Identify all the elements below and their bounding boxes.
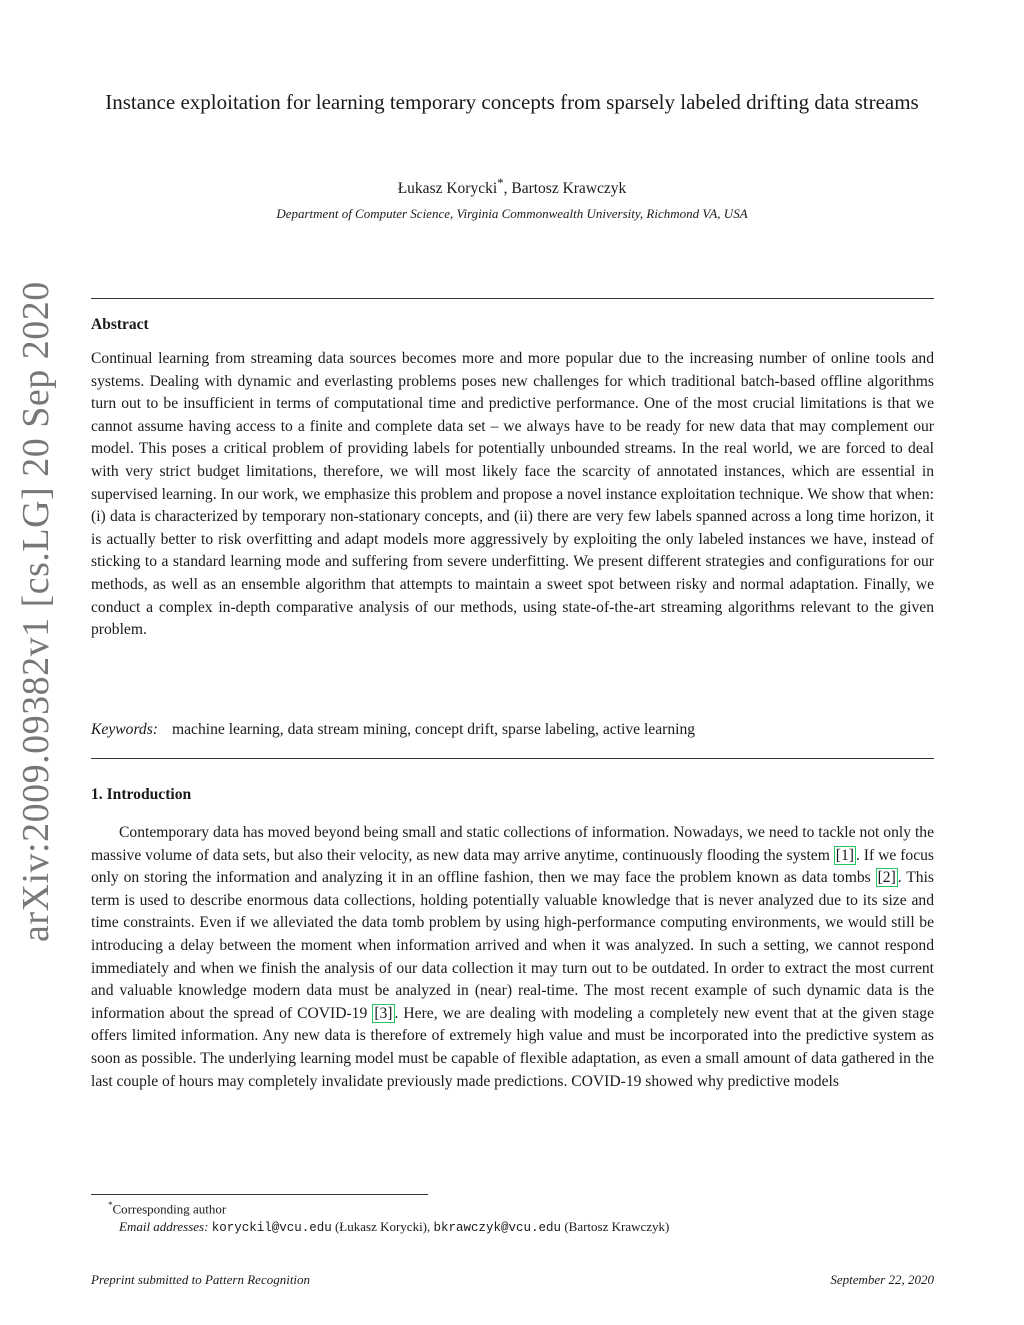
email-link[interactable]: koryckil@vcu.edu <box>211 1221 332 1235</box>
affiliation: Department of Computer Science, Virginia Commonwealth University, Richmond VA, USA <box>276 206 748 221</box>
footnote-corresponding <box>108 1200 934 1217</box>
citation-link[interactable]: [2] <box>877 869 896 887</box>
email-owner: (Łukasz Korycki), <box>331 1219 434 1234</box>
email-label: Email addresses: <box>119 1219 209 1234</box>
introduction-paragraph <box>91 822 934 1093</box>
author-separator: , <box>503 180 512 198</box>
intro-text: . If we focus only on storing the information and analyzing it in an offline fashion, then we may face the problem known as data tombs <box>91 846 934 887</box>
abstract-bottom-rule <box>91 758 934 759</box>
keywords <box>91 721 934 739</box>
citation-link[interactable]: [3] <box>374 1004 393 1022</box>
abstract-top-rule <box>91 298 934 299</box>
footnote-emails <box>119 1219 945 1235</box>
intro-text: Contemporary data has moved beyond being small and static collections of information. Nowadays, we need to tackle not only the massive volume of data sets, but also their velocity, as new data may arrive anytime, continuously flooding the system <box>91 824 934 864</box>
citation-link[interactable]: [1] <box>835 846 854 864</box>
keywords-text: machine learning, data stream mining, concept drift, sparse labeling, active learning <box>172 721 696 738</box>
section-heading-introduction: 1. Introduction <box>91 786 192 803</box>
intro-text: . This term is used to describe enormous data collections, holding potentially valuable knowledge that is never analyzed due to its size and time constraints. Even if we alleviated the data tomb problem by using high-performance computing environments, we would still be introducing a delay between the moment when information arrived and when it was analyzed. In such a setting, we cannot respond immediately and when we finish the analysis of our data collection it may turn out to be outdated. In order to extract the most current and valuable knowledge modern data must be analyzed in (near) real-time. The most recent example of such dynamic data is the information about the spread of COVID-19 <box>91 869 934 1022</box>
abstract-heading: Abstract <box>91 316 149 333</box>
intro-text: . Here, we are dealing with modeling a completely new event that at the given stage offers limited information. Any new data is therefore of extremely high value and must be incorporated into the predictive system as soon as possible. The underlying learning model must be capable of flexible adaptation, as even a small amount of data gathered in the last couple of hours may completely invalidate previously made predictions. COVID-19 showed why predictive models <box>91 1004 934 1090</box>
footnote-rule <box>91 1194 428 1195</box>
author-name: Łukasz Korycki <box>397 180 498 198</box>
author-list <box>90 175 934 198</box>
paper-title: Instance exploitation for learning temporary concepts from sparsely labeled drifting data streams <box>105 90 919 114</box>
corresponding-author-mark: * <box>497 175 504 190</box>
arxiv-identifier-stamp: arXiv:2009.09382v1 [cs.LG] 20 Sep 2020 <box>15 281 57 942</box>
abstract-text: Continual learning from streaming data sources becomes more and more popular due to the increasing number of online tools and systems. Dealing with dynamic and everlasting problems poses new challenges for which traditional batch-based offline algorithms turn out to be insufficient in terms of computational time and predictive performance. One of the most crucial limitations is that we cannot assume having access to a finite and complete data set – we always have to be ready for new data that may complement our model. This poses a critical problem of providing labels for potentially unbounded streams. In the real world, we are forced to deal with very strict budget limitations, therefore, we will most likely face the scarcity of annotated instances, which are essential in supervised learning. In our work, we emphasize this problem and propose a novel instance exploitation technique. We show that when: (i) data is characterized by temporary non-stationary concepts, and (ii) there are very few labels spanned across a long time horizon, it is actually better to risk overfitting and adapt models more aggressively by exploiting the only labeled instances we have, instead of sticking to a standard learning mode and suffering from severe underfitting. We present different strategies and configurations for our methods, as well as an ensemble algorithm that attempts to maintain a sweet spot between risky and normal adaptation. Finally, we conduct a complex in-depth comparative analysis of our methods, using state-of-the-art streaming algorithms relevant to the given problem. <box>91 350 934 639</box>
author-name: Bartosz Krawczyk <box>511 180 627 198</box>
footnote-text: Corresponding author <box>112 1201 227 1217</box>
keywords-label: Keywords: <box>91 721 158 738</box>
footer-submission-note: Preprint submitted to Pattern Recognition <box>91 1272 311 1287</box>
footer-date: September 22, 2020 <box>830 1272 934 1287</box>
email-owner: (Bartosz Krawczyk) <box>561 1219 670 1234</box>
footnote-mark: * <box>108 1200 113 1210</box>
email-link[interactable]: bkrawczyk@vcu.edu <box>433 1221 562 1235</box>
